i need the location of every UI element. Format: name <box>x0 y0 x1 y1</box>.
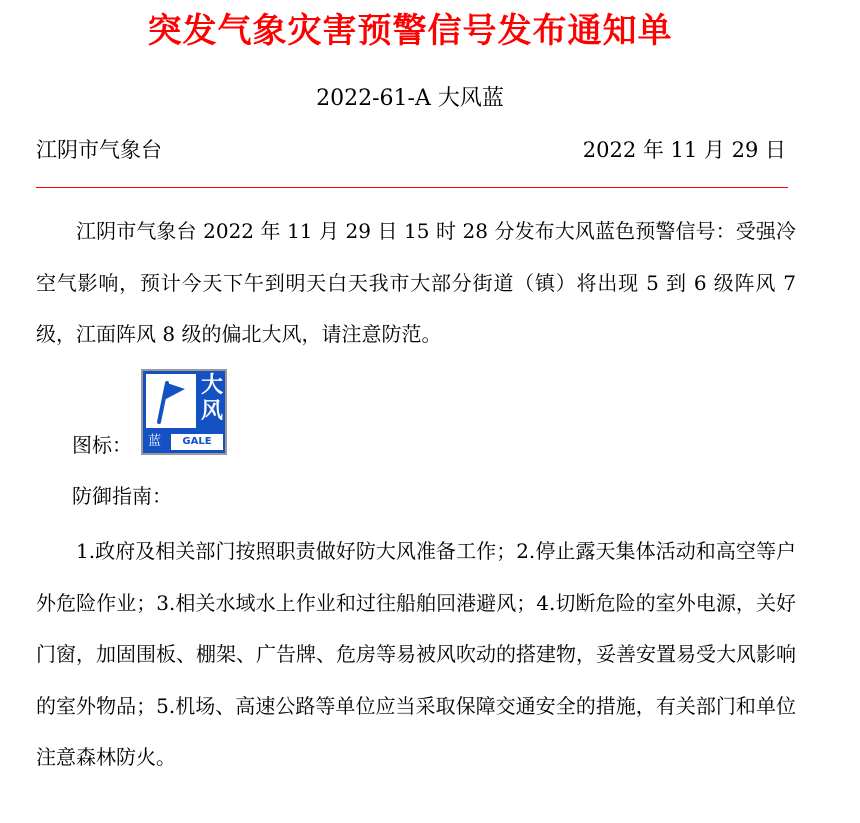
warning-type-char-2: 风 <box>200 399 223 424</box>
header-divider <box>36 187 788 188</box>
signal-id: 2022-61-A 大风蓝 <box>316 86 504 111</box>
document-title: 突发气象灾害预警信号发布通知单 <box>147 11 673 51</box>
guide-title: 防御指南： <box>72 484 172 508</box>
warning-color-char: 蓝 <box>148 434 162 449</box>
warning-english-label: GALE <box>171 434 223 450</box>
gale-blue-warning-icon <box>141 369 227 455</box>
issuer: 江阴市气象台 <box>36 138 162 162</box>
guide-paragraph: 1.政府及相关部门按照职责做好防大风准备工作；2.停止露天集体活动和高空等户外危险作业；3.相关水域水上作业和过往船舶回港避风；4.切断危险的室外电源，关好门窗，加固围板、棚架、广告牌、危房等易被风吹动的搭建物，妥善安置易受大风影响的室外物品；5.机场、高速公路等单位应当采取保障交通安全的措施，有关部门和单位注意森林防火。 <box>36 539 796 769</box>
flag-icon <box>146 374 196 428</box>
announcement-paragraph: 江阴市气象台 2022 年 11 月 29 日 15 时 28 分发布大风蓝色预警信号：受强冷空气影响，预计今天下午到明天白天我市大部分街道（镇）将出现 5 到 6 级阵风 7 级，江面阵风 8 级的偏北大风，请注意防范。 <box>36 219 796 346</box>
icon-label: 图标： <box>72 433 132 457</box>
warning-type-char-1: 大 <box>200 373 223 398</box>
issue-date: 2022 年 11 月 29 日 <box>582 138 786 162</box>
